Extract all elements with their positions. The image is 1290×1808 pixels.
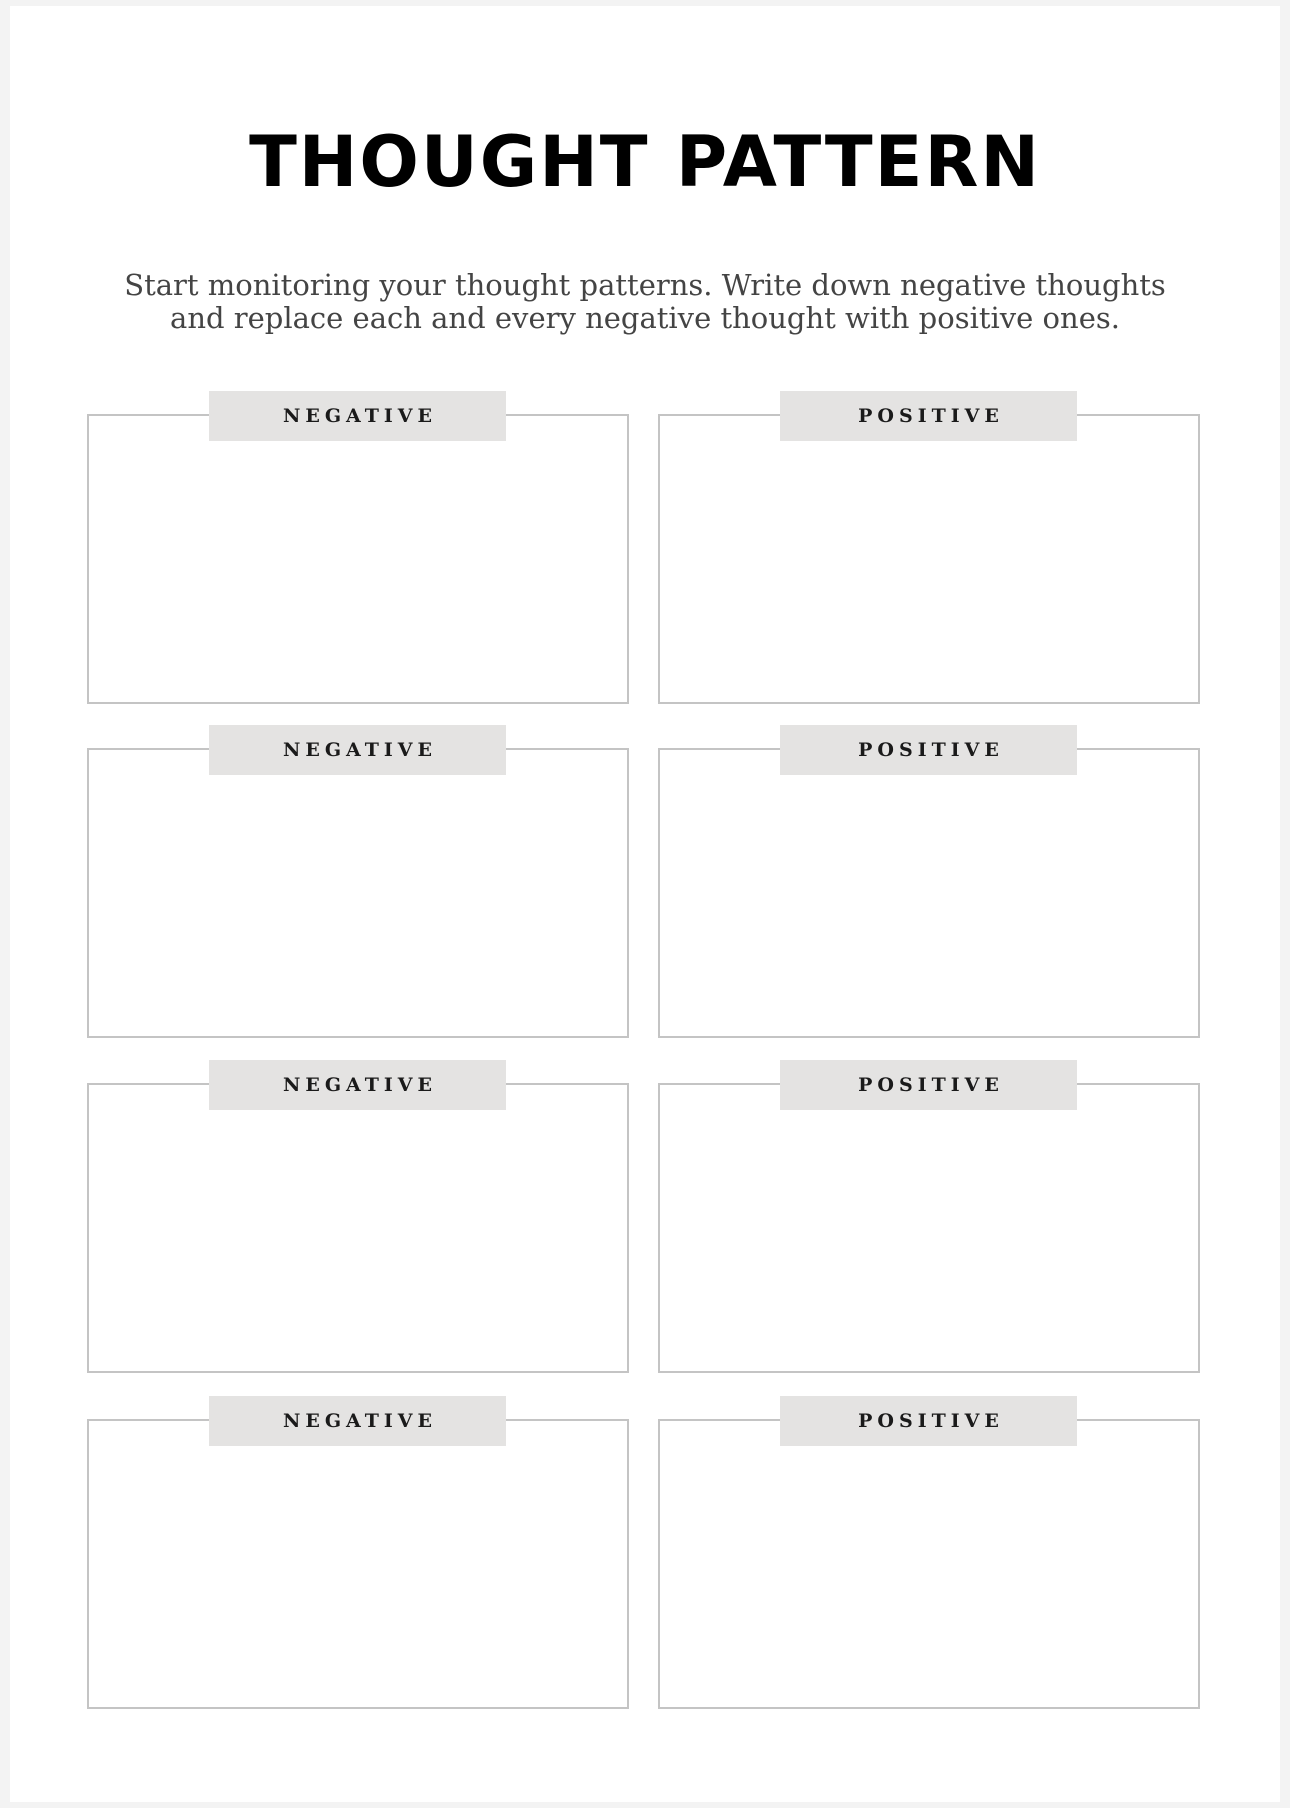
- negative-label-2: NEGATIVE: [209, 725, 506, 775]
- page-title: THOUGHT PATTERN: [249, 121, 1041, 203]
- negative-label-4: NEGATIVE: [209, 1396, 506, 1446]
- negative-box-2[interactable]: [87, 739, 629, 1038]
- positive-label-4: POSITIVE: [780, 1396, 1077, 1446]
- instructions-line-1: Start monitoring your thought patterns. Write down negative thoughts: [124, 268, 1166, 302]
- instructions-text: [10, 269, 1280, 335]
- negative-label-3: NEGATIVE: [209, 1060, 506, 1110]
- positive-label-1: POSITIVE: [780, 391, 1077, 441]
- worksheet-page: [10, 6, 1280, 1802]
- positive-box-1[interactable]: [658, 405, 1200, 704]
- positive-box-2[interactable]: [658, 739, 1200, 1038]
- negative-label-1: NEGATIVE: [209, 391, 506, 441]
- negative-box-4[interactable]: [87, 1410, 629, 1709]
- instructions-line-2: and replace each and every negative thought with positive ones.: [170, 301, 1120, 335]
- negative-box-1[interactable]: [87, 405, 629, 704]
- positive-label-2: POSITIVE: [780, 725, 1077, 775]
- positive-box-4[interactable]: [658, 1410, 1200, 1709]
- positive-label-3: POSITIVE: [780, 1060, 1077, 1110]
- negative-box-3[interactable]: [87, 1074, 629, 1373]
- positive-box-3[interactable]: [658, 1074, 1200, 1373]
